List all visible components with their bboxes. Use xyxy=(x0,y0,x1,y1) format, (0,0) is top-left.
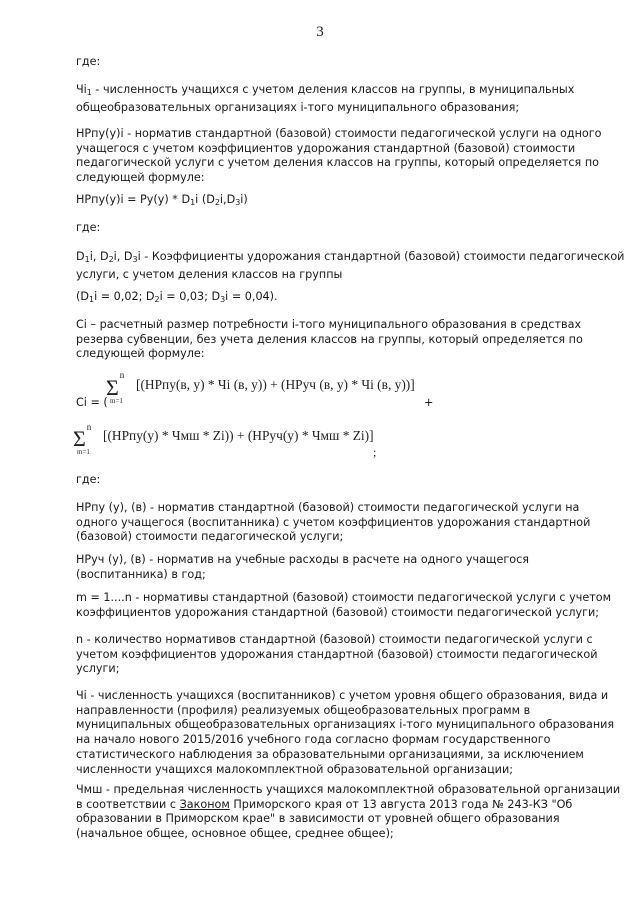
coef-symbol: D xyxy=(76,250,85,263)
nrpu-line: следующей формуле: xyxy=(76,171,205,185)
subscript: 1 xyxy=(88,295,95,304)
chmsh-line: (начальное общее, основное общее, среднее общее); xyxy=(76,827,394,841)
subscript: 2 xyxy=(214,198,220,207)
chmsh-text: в соответствии с xyxy=(76,797,180,811)
where-label-1: где: xyxy=(76,55,101,68)
nrpu-line: педагогической услуги с учетом деления классов на группы, который определяется по xyxy=(76,156,600,170)
coef-text-line-2: услуги, с учетом деления классов на группы xyxy=(76,267,343,281)
m-line: коэффициентов удорожания стандартной (базовой) стоимости педагогической услуги; xyxy=(76,605,600,619)
n-line: n - количество нормативов стандартной (базовой) стоимости педагогической услуги с xyxy=(76,633,593,646)
n-definition xyxy=(76,633,596,677)
subscript: 2 xyxy=(154,295,160,304)
coef-text: i - Коэффициенты удорожания стандартной (базовой) стоимости педагогической xyxy=(137,250,625,263)
coefficients-definition xyxy=(76,250,625,282)
subscript: 2 xyxy=(108,255,114,264)
subscript: 1 xyxy=(190,198,196,207)
subscript: 3 xyxy=(132,255,138,264)
nrpu-line: НРпу(у)i - норматив стандартной (базовой) стоимости педагогической услуги на одного xyxy=(76,127,602,140)
coef-symbol: i, D xyxy=(89,250,109,263)
sum-sigma-1: Σ xyxy=(106,375,119,400)
chi2-line: Чi - численность учащихся (воспитанников) с учетом уровня общего образования, вида и xyxy=(76,689,609,702)
nrpu-vy-line: одного учащегося (воспитанника) с учетом коэффициентов удорожания стандартной xyxy=(76,515,591,529)
where-label-3: где: xyxy=(76,473,101,486)
sum-upper-limit: n xyxy=(119,370,125,380)
sum-lower-limit: m=1 xyxy=(77,448,90,456)
subscript: 3 xyxy=(235,198,241,207)
coef-symbol: i, D xyxy=(113,250,133,263)
ci-line: следующей формуле: xyxy=(76,347,205,361)
nrpu-line: учащегося с учетом коэффициентов удорожания стандартной (базовой) стоимости xyxy=(76,141,576,155)
chi-text-line-2: общеобразовательных организациях i-того муниципального образования; xyxy=(76,100,520,114)
coef-value-part: i = 0,04). xyxy=(225,290,278,303)
nruch-line: (воспитанника) в год; xyxy=(76,567,206,581)
chmsh-definition xyxy=(76,783,621,842)
sum-upper-limit: n xyxy=(86,422,92,432)
ci-line: Сi – расчетный размер потребности i-того муниципального образования в средствах xyxy=(76,318,582,331)
formula-part: i,D xyxy=(219,193,236,206)
sum-lower-limit: m=1 xyxy=(110,397,123,405)
chi2-line: на начало нового 2015/2016 учебного года согласно формам государственного xyxy=(76,733,551,747)
nruch-definition xyxy=(76,553,596,582)
law-link[interactable]: Законом xyxy=(179,797,230,811)
formula-part: i (D xyxy=(195,193,215,206)
where-label-2: где: xyxy=(76,221,101,234)
formula-row-1: [(НРпу(в, у) * Чi (в, у)) + (НРуч (в, у) * Чi (в, у))] xyxy=(136,377,415,392)
chi2-definition xyxy=(76,689,615,777)
chmsh-text: Приморского края от 13 августа 2013 года № 243-КЗ "Об xyxy=(229,797,573,811)
chi-text-line-1: - численность учащихся с учетом деления классов на группы, в муниципальных xyxy=(91,83,575,96)
nrpu-vy-definition xyxy=(76,501,596,545)
m-definition xyxy=(76,591,612,620)
chi-symbol: Чi xyxy=(76,83,87,96)
subscript: 3 xyxy=(220,295,226,304)
nrpu-vy-line: (базовой) стоимости педагогической услуги; xyxy=(76,530,344,544)
chmsh-line: Чмш - предельная численность учащихся малокомплектной образовательной организации xyxy=(76,783,621,796)
coefficients-values xyxy=(76,290,596,308)
m-line: m = 1....n - нормативы стандартной (базовой) стоимости педагогической услуги с учетом xyxy=(76,591,612,604)
coef-value-part: (D xyxy=(76,290,89,303)
formula-part: i) xyxy=(240,193,248,206)
formula-row-2: [(НРпу(у) * Чмш * Zi)) + (НРуч(у) * Чмш * Zi)] xyxy=(103,428,374,443)
formula-nrpu xyxy=(76,193,596,211)
page-number: 3 xyxy=(316,24,324,40)
chi2-line: статистического наблюдения за образовательными организациями, за исключением xyxy=(76,747,584,761)
chi-subscript: 1 xyxy=(86,88,92,97)
n-line: услуги; xyxy=(76,662,120,676)
subscript: 1 xyxy=(84,255,90,264)
ci-definition xyxy=(76,318,596,362)
coef-value-part: i = 0,02; D xyxy=(94,290,155,303)
chi-definition xyxy=(76,83,596,115)
chi2-line: направленности (профиля) реализуемых общеобразовательных программ в xyxy=(76,703,531,717)
coef-value-part: i = 0,03; D xyxy=(159,290,221,303)
sum-sigma-2: Σ xyxy=(73,426,86,451)
nrpu-vy-line: НРпу (у), (в) - норматив стандартной (базовой) стоимости педагогической услуги на xyxy=(76,501,580,514)
n-line: учетом коэффициентов удорожания стандартной (базовой) стоимости педагогической xyxy=(76,647,598,661)
chmsh-line: образовании в Приморском крае" в зависимости от уровней общего образования xyxy=(76,812,560,826)
nruch-line: НРуч (у), (в) - норматив на учебные расходы в расчете на одного учащегося xyxy=(76,553,529,566)
nrpu-definition xyxy=(76,127,602,186)
ci-label: Сi = ( xyxy=(76,396,108,409)
plus-sign: + xyxy=(424,396,434,409)
chi2-line: муниципальных общеобразовательных организациях i-того муниципального образования xyxy=(76,718,615,732)
semicolon: ; xyxy=(373,445,377,459)
ci-line: резерва субвенции, без учета деления классов на группы, который определяется по xyxy=(76,332,583,346)
formula-part: НРпу(у)i = Ру(у) * D xyxy=(76,193,191,206)
chi2-line: численности учащихся малокомплектной образовательной организации; xyxy=(76,762,513,776)
